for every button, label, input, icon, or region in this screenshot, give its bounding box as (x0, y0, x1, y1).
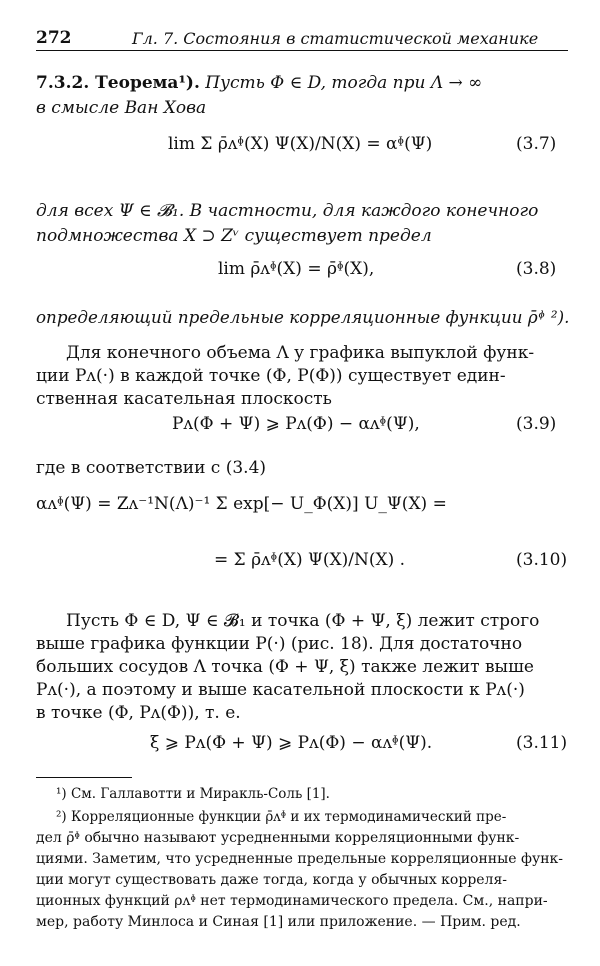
theorem-line-2: в смысле Ван Хова (36, 98, 207, 118)
para2-line-1: Пусть Φ ∈ D, Ψ ∈ 𝓑₁ и точка (Φ + Ψ, ξ) лежит строго (66, 611, 540, 631)
equation-3-11: ξ ⩾ Pᴧ(Φ + Ψ) ⩾ Pᴧ(Φ) − αᴧᶲ(Ψ). (150, 733, 433, 753)
footnote-2-line-6: мер, работу Минлоса и Синая [1] или приложение. — Прим. ред. (36, 914, 521, 930)
footnote-2-line-2: дел ρ̄ᶲ обычно называют усредненными корреляционными функ- (36, 830, 520, 846)
para1-line-3: ственная касательная плоскость (36, 389, 332, 409)
page-header (36, 26, 568, 51)
para1-line-1: Для конечного объема Λ у графика выпуклой функ- (66, 343, 535, 363)
page-number: 272 (36, 28, 72, 48)
para2-line-3: больших сосудов Λ точка (Φ + Ψ, ξ) также лежит выше (36, 657, 534, 677)
equation-3-7: lim Σ ρ̄ᴧᶲ(X) Ψ(X)/N(X) = αᶲ(Ψ) (168, 134, 433, 154)
theorem-text: Пусть Φ ∈ D, тогда при Λ → ∞ (199, 73, 483, 93)
footnote-2-line-5: ционных функций ρᴧᶲ нет термодинамического предела. См., напри- (36, 893, 548, 909)
running-title: Гл. 7. Состояния в статистической механике (132, 29, 539, 48)
footnote-1: ¹) См. Галлавотти и Миракль-Соль [1]. (56, 786, 330, 802)
text-where: где в соответствии с (3.4) (36, 458, 267, 478)
para2-line-2: выше графика функции P(·) (рис. 18). Для достаточно (36, 634, 523, 654)
equation-3-8: lim ρ̄ᴧᶲ(X) = ρ̄ᶲ(X), (218, 259, 375, 279)
para1-line-2: ции Pᴧ(·) в каждой точке (Φ, P(Φ)) существует един- (36, 366, 506, 386)
equation-number-3-10: (3.10) (516, 550, 568, 570)
equation-number-3-9: (3.9) (516, 414, 557, 434)
equation-3-9: Pᴧ(Φ + Ψ) ⩾ Pᴧ(Φ) − αᴧᶲ(Ψ), (172, 414, 420, 434)
text-for-all: для всех Ψ ∈ 𝓑₁. В частности, для каждого конечного (36, 201, 539, 221)
para2-line-4: Pᴧ(·), а поэтому и выше касательной плоскости к Pᴧ(·) (36, 680, 525, 700)
footnote-2-line-1: ²) Корреляционные функции ρ̄ᴧᶲ и их термодинамический пре- (56, 809, 507, 825)
text-defining: определяющий предельные корреляционные функции ρ̄ᶲ ²). (36, 308, 570, 328)
footnote-rule (36, 777, 132, 778)
theorem-label: 7.3.2. Теорема¹). (36, 73, 200, 93)
footnote-2-line-4: ции могут существовать даже тогда, когда у обычных корреля- (36, 872, 508, 888)
footnote-2-line-3: циями. Заметим, что усредненные предельные корреляционные функ- (36, 851, 564, 867)
equation-number-3-7: (3.7) (516, 134, 557, 154)
equation-number-3-8: (3.8) (516, 259, 557, 279)
equation-3-10-line-2: = Σ ρ̄ᴧᶲ(X) Ψ(X)/N(X) . (214, 550, 406, 570)
theorem-line-1 (36, 72, 570, 95)
para2-line-5: в точке (Φ, Pᴧ(Φ)), т. е. (36, 703, 241, 723)
text-subset: подмножества X ⊃ Zᵛ существует предел (36, 226, 432, 246)
equation-3-10-line-1: αᴧᶲ(Ψ) = Zᴧ⁻¹N(Λ)⁻¹ Σ exp[− U_Φ(X)] U_Ψ(X) = (36, 494, 447, 514)
equation-number-3-11: (3.11) (516, 733, 568, 753)
